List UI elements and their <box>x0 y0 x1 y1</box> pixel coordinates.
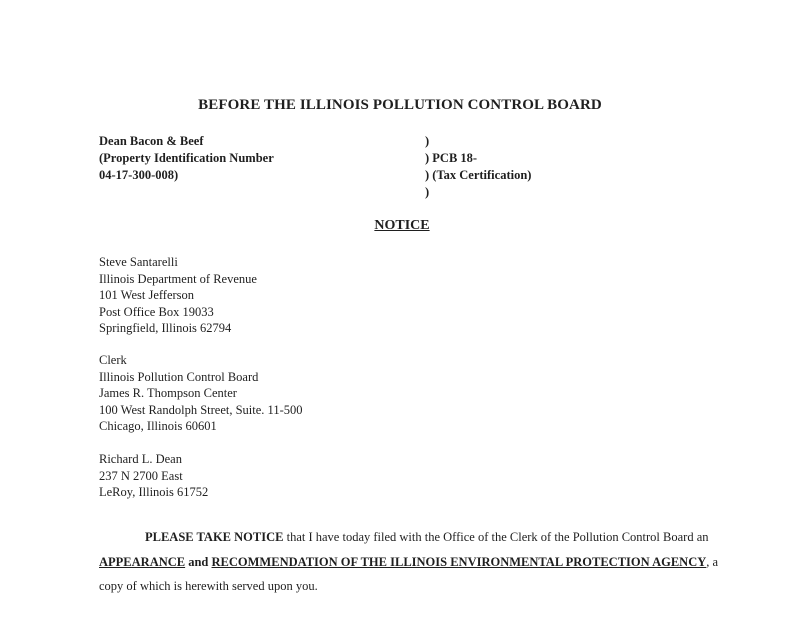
notice-text-end: , a copy of which is herewith served upon you. <box>99 554 719 593</box>
page-title: BEFORE THE ILLINOIS POLLUTION CONTROL BOARD <box>198 97 602 113</box>
caption-party-line: Dean Bacon & Beef <box>99 134 204 148</box>
address-line: LeRoy, Illinois 61752 <box>99 485 209 499</box>
address-block-clerk <box>99 352 303 435</box>
address-line: Springfield, Illinois 62794 <box>99 321 232 335</box>
case-caption-number <box>425 133 531 201</box>
address-line: 101 West Jefferson <box>99 288 195 302</box>
address-block-revenue <box>99 254 257 337</box>
notice-paragraph <box>99 525 739 599</box>
caption-number-line: ) <box>425 185 430 199</box>
address-line: Richard L. Dean <box>99 452 182 466</box>
caption-party-line: (Property Identification Number <box>99 151 274 165</box>
recommendation-title: RECOMMENDATION OF THE ILLINOIS ENVIRONMENTAL PROTECTION AGENCY <box>211 554 707 569</box>
address-line: 100 West Randolph Street, Suite. 11-500 <box>99 402 303 417</box>
notice-title: NOTICE <box>374 218 430 233</box>
address-line: 237 N 2700 East <box>99 468 183 483</box>
caption-number-line: ) <box>425 134 430 148</box>
address-line: Post Office Box 19033 <box>99 304 214 319</box>
address-line: Illinois Pollution Control Board <box>99 369 259 384</box>
address-line: Steve Santarelli <box>99 255 178 269</box>
and-word: and <box>185 554 212 569</box>
case-caption-party <box>99 133 274 184</box>
address-line: Chicago, Illinois 60601 <box>99 419 217 433</box>
notice-lead: PLEASE TAKE NOTICE <box>145 530 284 544</box>
caption-party-line: 04-17-300-008) <box>99 168 179 182</box>
caption-number-line: ) PCB 18- <box>425 151 478 165</box>
caption-number-line: ) (Tax Certification) <box>425 168 532 182</box>
appearance-title: APPEARANCE <box>99 554 186 569</box>
notice-text: that I have today filed with the Office of the Clerk of the Pollution Control Board an <box>283 530 709 544</box>
address-line: James R. Thompson Center <box>99 386 237 400</box>
address-line: Clerk <box>99 353 127 367</box>
address-block-dean <box>99 451 208 501</box>
address-line: Illinois Department of Revenue <box>99 271 257 286</box>
